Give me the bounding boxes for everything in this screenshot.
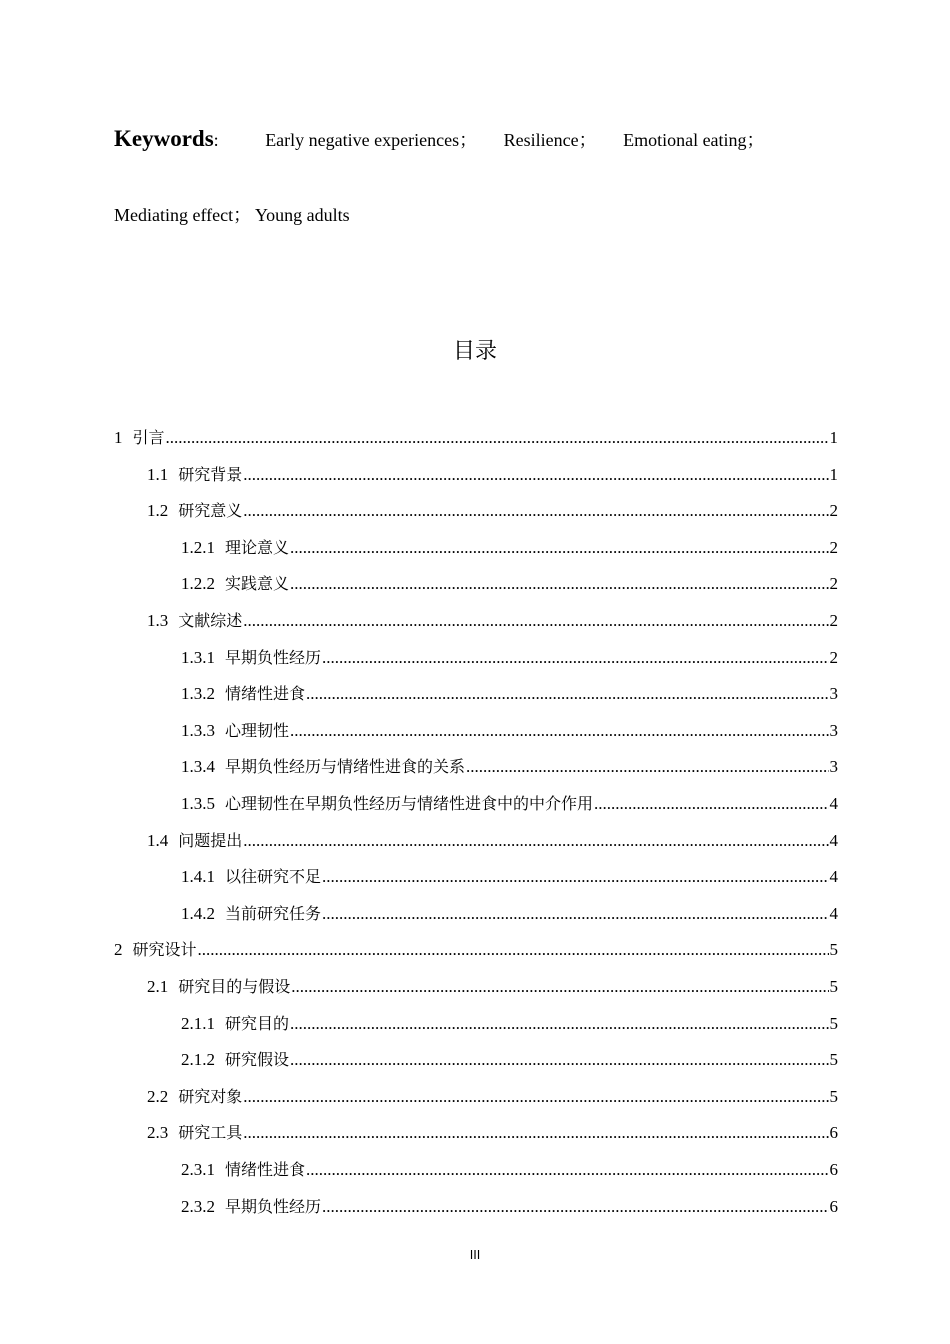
toc-entry-page: 4 xyxy=(829,830,838,850)
keywords-continuation: Mediating effect； Young adults xyxy=(114,205,350,225)
toc-entry[interactable] xyxy=(181,896,838,932)
toc-entry-number: 1.2.1 xyxy=(181,537,215,557)
toc-dot-leader xyxy=(322,1189,828,1225)
toc-entry-label xyxy=(147,457,242,493)
toc-entry-label xyxy=(181,1042,289,1078)
toc-entry-page: 4 xyxy=(829,794,838,813)
toc-entry-title: 心理韧性 xyxy=(225,720,290,740)
toc-entry-page: 5 xyxy=(829,1086,838,1106)
toc-dot-leader xyxy=(290,713,828,749)
toc-entry-title: 情绪性进食 xyxy=(225,684,306,704)
toc-entry-number: 2.2 xyxy=(147,1086,169,1106)
toc-entry-page: 4 xyxy=(829,903,838,923)
keyword-item: Early negative experiences； xyxy=(265,130,478,150)
toc-dot-leader xyxy=(198,932,829,968)
toc-entry-label xyxy=(114,420,165,456)
toc-entry-number: 2.3.2 xyxy=(181,1196,215,1216)
toc-entry-label xyxy=(147,1115,242,1151)
toc-entry-number: 1.3.2 xyxy=(181,684,215,704)
toc-entry-title: 引言 xyxy=(132,428,165,447)
keyword-item: Emotional eating； xyxy=(623,130,765,150)
toc-dot-leader xyxy=(290,566,828,602)
toc-entry-title: 研究意义 xyxy=(178,501,243,521)
toc-dot-leader xyxy=(306,1152,828,1188)
toc-entry[interactable] xyxy=(181,786,838,822)
toc-entry-title: 研究背景 xyxy=(178,464,243,484)
toc-entry-page: 2 xyxy=(829,574,838,594)
toc-entry-number: 2.3.1 xyxy=(181,1160,215,1179)
toc-entry[interactable] xyxy=(181,859,838,895)
toc-entry[interactable] xyxy=(181,1189,838,1225)
toc-entry-number: 1.3.1 xyxy=(181,647,215,667)
toc-entry-number: 2.1 xyxy=(147,977,169,996)
toc-entry[interactable] xyxy=(181,566,838,602)
toc-dot-leader xyxy=(243,493,828,529)
toc-entry-number: 1.3.4 xyxy=(181,757,215,777)
toc-entry-label xyxy=(147,969,290,1005)
toc-entry-page: 1 xyxy=(829,464,838,484)
toc-entry[interactable] xyxy=(181,530,838,566)
keywords-line xyxy=(114,124,834,155)
toc-entry-title: 当前研究任务 xyxy=(225,903,322,923)
toc-entry[interactable] xyxy=(181,1042,838,1078)
toc-entry-label xyxy=(181,640,321,676)
toc-entry-title: 研究工具 xyxy=(178,1123,243,1143)
toc-title: 目录 xyxy=(452,339,497,364)
toc-dot-leader xyxy=(243,823,828,859)
toc-entry[interactable] xyxy=(147,457,838,493)
toc-entry-label xyxy=(147,603,242,639)
toc-entry[interactable] xyxy=(147,969,838,1005)
toc-entry-number: 1.2 xyxy=(147,501,169,521)
toc-dot-leader xyxy=(243,1079,828,1115)
toc-entry-label xyxy=(181,749,465,785)
toc-entry-label xyxy=(181,1189,321,1225)
toc-dot-leader xyxy=(290,530,828,566)
toc-entry-title: 心理韧性在早期负性经历与情绪性进食中的中介作用 xyxy=(225,794,594,813)
toc-entry-page: 2 xyxy=(829,537,838,557)
toc-entry-page: 4 xyxy=(829,867,838,887)
toc-entry-label xyxy=(147,493,242,529)
toc-entry-number: 1.3 xyxy=(147,611,169,630)
toc-entry-page: 3 xyxy=(829,684,838,704)
toc-entry-page: 6 xyxy=(829,1196,838,1216)
toc-entry-title: 研究目的 xyxy=(225,1013,290,1033)
toc-dot-leader xyxy=(306,676,828,712)
toc-entry[interactable] xyxy=(147,603,838,639)
toc-entry-number: 1 xyxy=(114,428,123,447)
toc-entry-number: 1.4 xyxy=(147,830,169,850)
toc-entry[interactable] xyxy=(181,1152,838,1188)
toc-entry-label xyxy=(181,1152,305,1188)
toc-dot-leader xyxy=(322,896,828,932)
toc-entry-label xyxy=(181,859,321,895)
toc-entry-title: 早期负性经历与情绪性进食的关系 xyxy=(225,757,466,777)
toc-entry-number: 2 xyxy=(114,940,123,960)
toc-dot-leader xyxy=(166,420,829,456)
toc-entry[interactable] xyxy=(147,493,838,529)
toc-entry-label xyxy=(147,1079,242,1115)
toc-entry-title: 以往研究不足 xyxy=(225,867,322,887)
toc-entry[interactable] xyxy=(181,749,838,785)
toc-entry-title: 理论意义 xyxy=(225,537,290,557)
toc-entry-number: 1.3.5 xyxy=(181,794,215,813)
keywords-label: Keywords xyxy=(114,126,214,151)
toc-entry-label xyxy=(181,786,593,822)
toc-entry-number: 2.3 xyxy=(147,1123,169,1143)
keywords-colon: : xyxy=(213,130,219,150)
toc-entry-page: 2 xyxy=(829,647,838,667)
toc-entry-number: 1.3.3 xyxy=(181,720,215,740)
toc-entry-page: 5 xyxy=(829,977,838,996)
toc-entry-number: 1.4.1 xyxy=(181,867,215,887)
toc-entry-label xyxy=(181,713,289,749)
toc-entry-title: 情绪性进食 xyxy=(225,1160,306,1179)
toc-entry-title: 研究对象 xyxy=(178,1086,243,1106)
toc-entry[interactable] xyxy=(181,713,838,749)
toc-entry-label xyxy=(181,1006,289,1042)
toc-entry-title: 实践意义 xyxy=(225,574,290,594)
toc-entry[interactable] xyxy=(181,1006,838,1042)
toc-dot-leader xyxy=(322,859,828,895)
toc-dot-leader xyxy=(243,1115,828,1151)
toc-entry[interactable] xyxy=(147,1079,838,1115)
toc-entry-page: 6 xyxy=(829,1160,838,1179)
toc-entry-page: 3 xyxy=(829,720,838,740)
toc-entry-page: 2 xyxy=(829,501,838,521)
toc-dot-leader xyxy=(290,1042,828,1078)
toc-entry-label xyxy=(181,896,321,932)
toc-entry-number: 1.2.2 xyxy=(181,574,215,594)
toc-entry-page: 6 xyxy=(829,1123,838,1143)
toc-entry-title: 研究假设 xyxy=(225,1050,290,1070)
toc-entry-page: 2 xyxy=(829,611,838,630)
toc-entry-label xyxy=(147,823,242,859)
toc-entry-number: 2.1.2 xyxy=(181,1050,215,1070)
toc-entry-label xyxy=(181,676,305,712)
toc-entry-page: 5 xyxy=(829,940,838,960)
toc-entry-number: 2.1.1 xyxy=(181,1013,215,1033)
toc-entry[interactable] xyxy=(181,640,838,676)
toc-dot-leader xyxy=(322,640,828,676)
toc-dot-leader xyxy=(291,969,828,1005)
toc-entry[interactable] xyxy=(147,823,838,859)
toc-entry-title: 问题提出 xyxy=(178,830,243,850)
toc-dot-leader xyxy=(594,786,828,822)
toc-entry[interactable] xyxy=(114,420,838,456)
toc-dot-leader xyxy=(243,603,828,639)
toc-entry-title: 研究设计 xyxy=(132,940,197,960)
keyword-item: Resilience； xyxy=(503,130,597,150)
toc-entry-title: 研究目的与假设 xyxy=(178,977,291,996)
toc-entry-page: 3 xyxy=(829,757,838,777)
toc-entry[interactable] xyxy=(147,1115,838,1151)
toc-entry[interactable] xyxy=(181,676,838,712)
toc-dot-leader xyxy=(243,457,828,493)
toc-entry[interactable] xyxy=(114,932,838,968)
toc-entry-title: 早期负性经历 xyxy=(225,647,322,667)
toc-entry-page: 1 xyxy=(829,428,838,447)
page-number: III xyxy=(469,1248,481,1262)
toc-dot-leader xyxy=(466,749,828,785)
toc-entry-title: 文献综述 xyxy=(178,611,243,630)
toc-entry-label xyxy=(181,530,289,566)
toc-dot-leader xyxy=(290,1006,828,1042)
toc-entry-page: 5 xyxy=(829,1050,838,1070)
toc-entry-label xyxy=(181,566,289,602)
toc-entry-page: 5 xyxy=(829,1013,838,1033)
toc-entry-number: 1.4.2 xyxy=(181,903,215,923)
toc-entry-label xyxy=(114,932,197,968)
toc-entry-title: 早期负性经历 xyxy=(225,1196,322,1216)
toc-entry-number: 1.1 xyxy=(147,464,169,484)
